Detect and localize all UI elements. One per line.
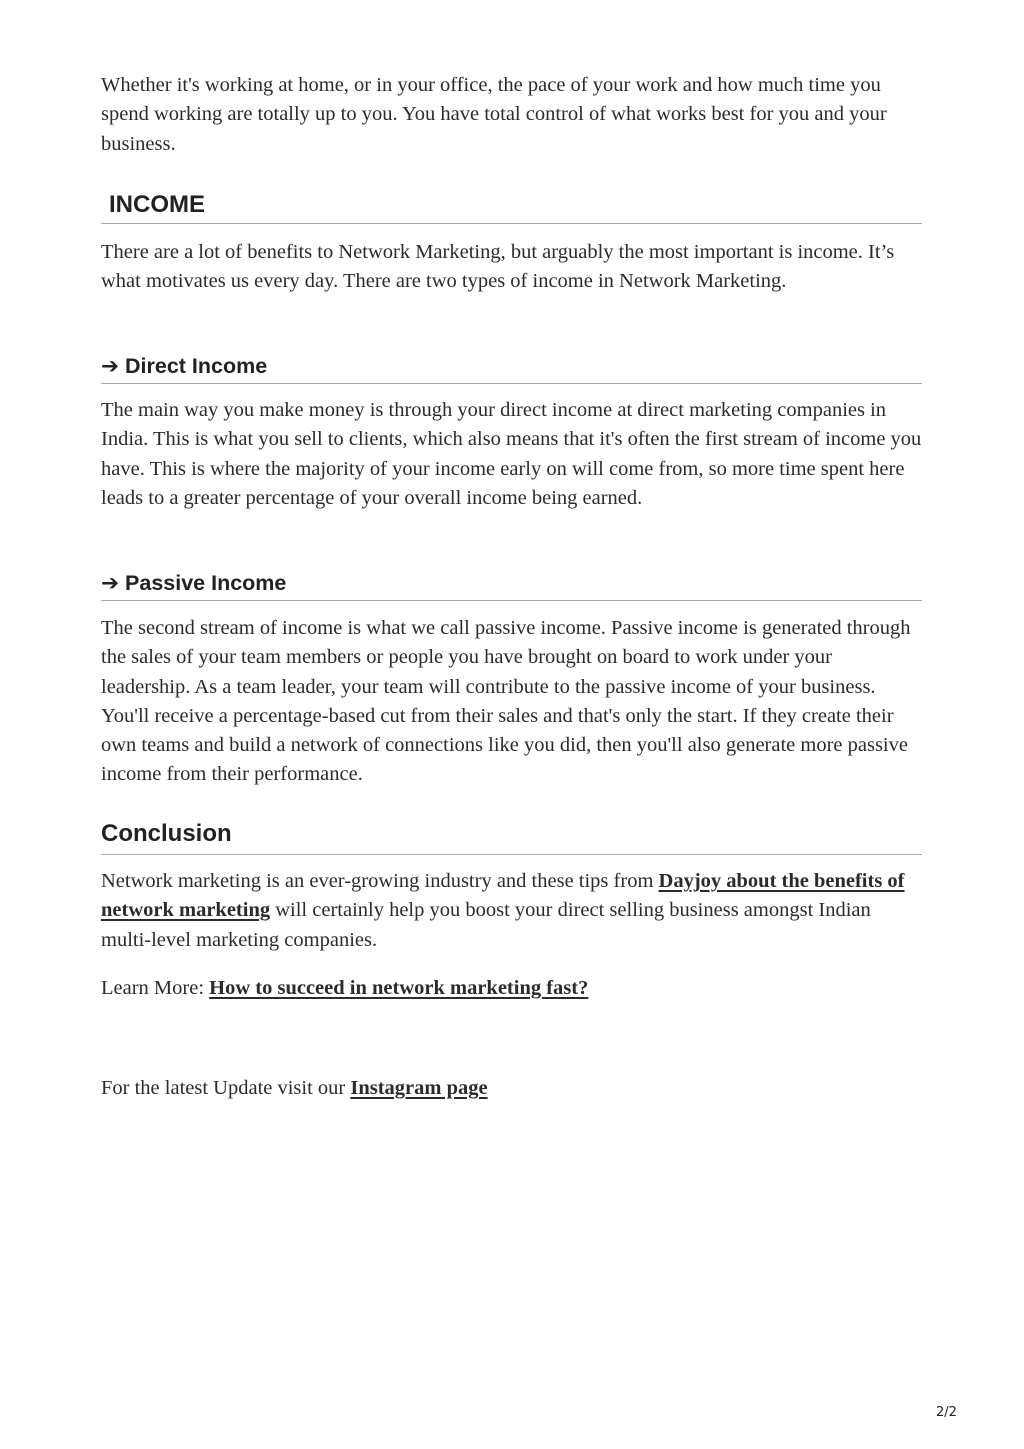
update-prefix: For the latest Update visit our	[101, 1077, 351, 1099]
instagram-update-line	[101, 1074, 922, 1103]
passive-income-heading	[101, 567, 922, 601]
intro-paragraph: Whether it's working at home, or in your office, the pace of your work and how much time you spend working are totally up to you. You have total control of what works best for you and your business.	[101, 74, 887, 155]
instagram-page-link[interactable]: Instagram page	[350, 1077, 488, 1099]
right-arrow-icon: ➔	[101, 354, 120, 378]
dayjoy-benefits-link[interactable]: Dayjoy about the benefits of network marketing	[101, 870, 905, 922]
learn-more-prefix: Learn More:	[101, 977, 210, 999]
learn-more-line	[101, 974, 922, 1003]
direct-income-heading-text: Direct Income	[125, 354, 268, 378]
income-paragraph: There are a lot of benefits to Network Marketing, but arguably the most important is income. It’s what motivates us every day. There are two types of income in Network Marketing.	[101, 241, 895, 293]
conclusion-text-after: will certainly help you boost your direct selling business amongst Indian multi-level marketing companies.	[101, 899, 871, 951]
page-number: 2/2	[936, 1405, 957, 1420]
conclusion-text-before: Network marketing is an ever-growing industry and these tips from	[101, 870, 659, 892]
passive-income-paragraph: The second stream of income is what we call passive income. Passive income is generated through the sales of your team members or people you have brought on board to work under your leadership. As a team leader, your team will contribute to the passive income of your business. You'll receive a percentage-based cut from their sales and that's only the start. If they create their own teams and build a network of connections like you did, then you'll also generate more passive income from their performance.	[101, 617, 911, 786]
conclusion-heading-text: Conclusion	[101, 820, 232, 847]
income-heading-text: INCOME	[109, 191, 205, 218]
direct-income-paragraph: The main way you make money is through your direct income at direct marketing companies in India. This is what you sell to clients, which also means that it's often the first stream of income you have. This is where the majority of your income early on will come from, so more time spent here leads to a greater percentage of your overall income being earned.	[101, 399, 922, 509]
income-heading	[101, 188, 922, 224]
passive-income-heading-text: Passive Income	[125, 571, 287, 595]
direct-income-heading	[101, 350, 922, 384]
succeed-network-marketing-link[interactable]: How to succeed in network marketing fast?	[209, 977, 589, 999]
conclusion-paragraph	[101, 867, 922, 955]
conclusion-heading	[101, 817, 922, 855]
right-arrow-icon: ➔	[101, 571, 120, 595]
